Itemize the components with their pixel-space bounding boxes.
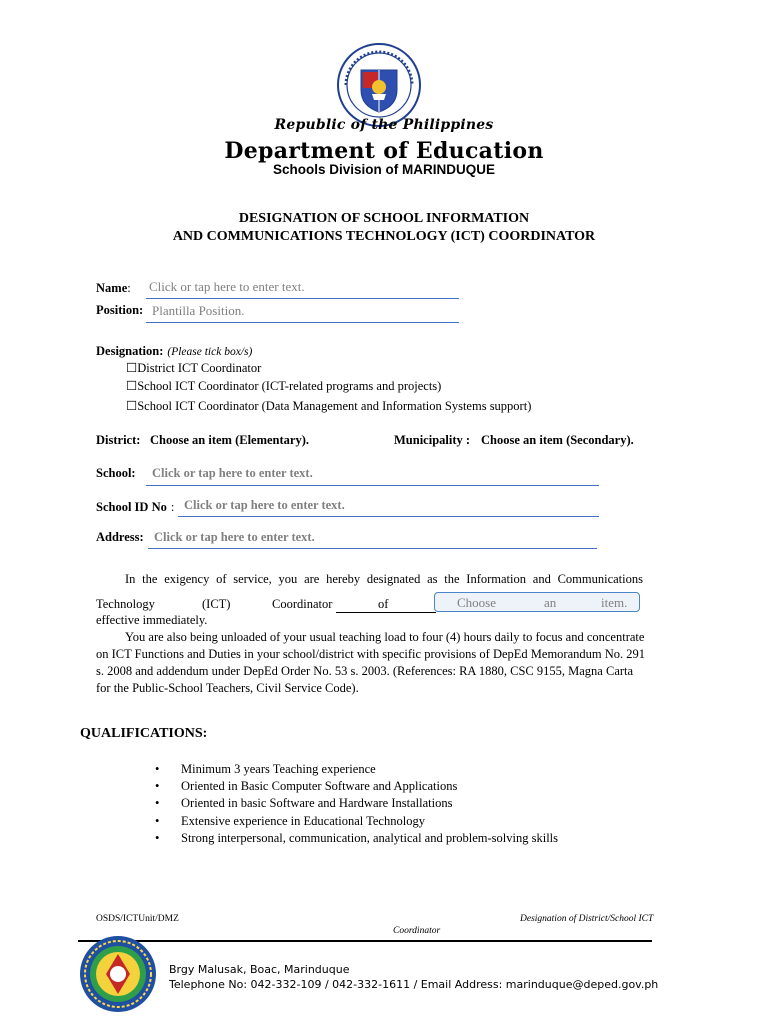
district-dropdown[interactable]: Choose an item (Elementary). <box>150 433 309 447</box>
paragraph-2-line-3: s. 2008 and addendum under DepEd Order No. 53 s. 2003. (References: RA 1880, CSC 9155, Magna Carta <box>96 664 634 678</box>
address-field-underline <box>148 548 597 549</box>
footer-doc-title: Designation of District/School ICT <box>520 914 654 924</box>
choose-item-dropdown[interactable] <box>434 592 640 612</box>
option-label: School ICT Coordinator (Data Management and Information Systems support) <box>137 399 532 413</box>
choose-word: item. <box>601 595 628 610</box>
designation-option-school-data[interactable] <box>126 398 531 414</box>
para1-word: Technology <box>96 597 155 611</box>
school-id-row <box>96 498 174 516</box>
school-field[interactable]: Click or tap here to enter text. <box>152 466 313 480</box>
name-colon: : <box>127 281 131 295</box>
position-label: Position: <box>96 303 144 317</box>
choose-word: Choose <box>457 595 496 610</box>
division-seal-logo <box>78 934 158 1014</box>
qualifications-heading: QUALIFICATIONS: <box>80 726 208 741</box>
designation-row <box>96 342 252 360</box>
designation-option-district[interactable] <box>126 360 261 376</box>
school-id-label: School ID No <box>96 500 167 514</box>
school-id-colon: : <box>170 500 175 514</box>
address-field[interactable]: Click or tap here to enter text. <box>154 530 315 544</box>
footer-code: OSDS/ICTUnit/DMZ <box>96 914 179 924</box>
qualifications-list <box>155 761 558 847</box>
name-label: Name <box>96 281 128 295</box>
school-id-field-underline <box>178 516 599 517</box>
republic-heading: Republic of the Philippines <box>274 117 494 133</box>
para1-word: of <box>378 597 389 611</box>
checkbox-icon[interactable]: ☐ <box>126 399 138 413</box>
document-title-line1: DESIGNATION OF SCHOOL INFORMATION <box>238 211 530 226</box>
paragraph-2-line-2: on ICT Functions and Duties in your school/district with specific provisions of DepEd Memorandum No. 291 <box>96 647 646 661</box>
para1-word: (ICT) <box>202 597 231 611</box>
designation-label: Designation: <box>96 344 164 358</box>
position-field[interactable]: Plantilla Position. <box>152 303 245 318</box>
list-item: • Extensive experience in Educational Technology <box>155 813 558 830</box>
school-label: School: <box>96 466 136 480</box>
para1-word: Coordinator <box>272 597 333 611</box>
municipality-label: Municipality : <box>394 433 471 447</box>
deped-seal-logo <box>336 42 422 128</box>
checkbox-icon[interactable]: ☐ <box>126 379 138 393</box>
school-id-field[interactable]: Click or tap here to enter text. <box>184 498 345 512</box>
address-label: Address: <box>96 530 144 544</box>
paragraph-2-line-1: You are also being unloaded of your usual teaching load to four (4) hours daily to focus and concentrate <box>125 630 645 644</box>
coordinator-of-underline <box>336 612 436 613</box>
municipality-dropdown[interactable]: Choose an item (Secondary). <box>481 433 634 447</box>
list-item: • Oriented in Basic Computer Software and Applications <box>155 778 558 795</box>
paragraph-1-line-3: effective immediately. <box>96 613 208 627</box>
name-field[interactable]: Click or tap here to enter text. <box>149 279 305 294</box>
paragraph-1-line-1: In the exigency of service, you are hereby designated as the Information and Communications <box>125 572 643 586</box>
footer-divider <box>78 940 652 942</box>
division-heading: Schools Division of MARINDUQUE <box>272 162 495 177</box>
designation-option-school-programs[interactable] <box>126 378 441 394</box>
list-item: • Oriented in basic Software and Hardware Installations <box>155 795 558 812</box>
position-field-underline <box>146 322 459 323</box>
choose-word: an <box>544 595 557 610</box>
paragraph-2-line-4: for the Public-School Teachers, Civil Service Code). <box>96 681 359 695</box>
option-label: District ICT Coordinator <box>137 361 262 375</box>
school-field-underline <box>146 485 599 486</box>
footer-doc-title-cont: Coordinator <box>393 926 441 936</box>
document-title-line2: AND COMMUNICATIONS TECHNOLOGY (ICT) COORDINATOR <box>172 229 596 244</box>
list-item: • Minimum 3 years Teaching experience <box>155 761 558 778</box>
district-label: District: <box>96 433 141 447</box>
name-field-underline <box>146 298 459 299</box>
footer-address: Brgy Malusak, Boac, Marinduque <box>169 963 350 976</box>
option-label: School ICT Coordinator (ICT-related programs and projects) <box>137 379 442 393</box>
designation-note: (Please tick box/s) <box>167 346 253 358</box>
footer-contact: Telephone No: 042-332-109 / 042-332-1611 / Email Address: marinduque@deped.gov.ph <box>169 978 659 991</box>
department-heading: Department of Education <box>224 138 544 164</box>
checkbox-icon[interactable]: ☐ <box>126 361 138 375</box>
list-item: • Strong interpersonal, communication, analytical and problem-solving skills <box>155 830 558 847</box>
name-row <box>96 279 131 297</box>
